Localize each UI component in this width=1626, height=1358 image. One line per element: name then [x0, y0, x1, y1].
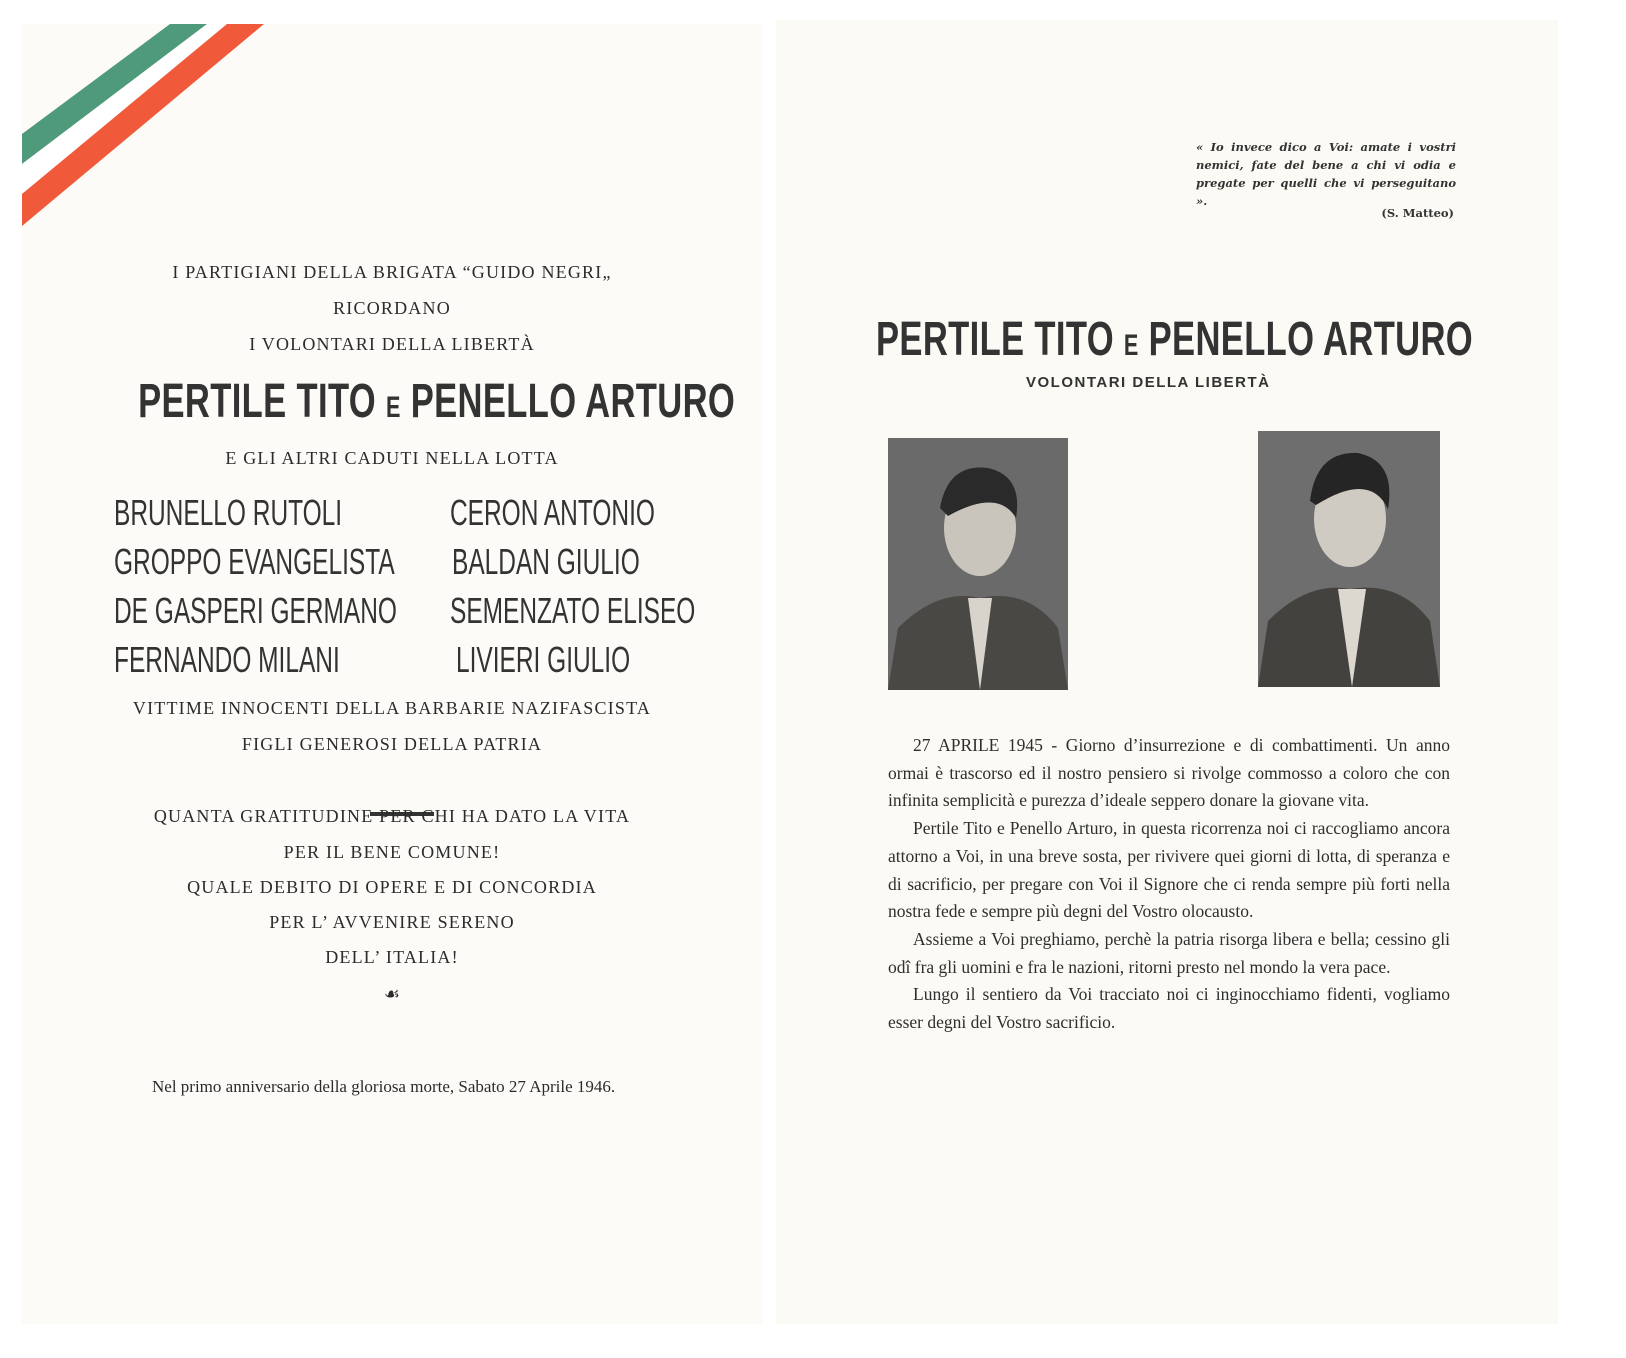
ornament-icon: ☙ — [383, 984, 401, 1004]
gratitude-line: PER L’ AVVENIRE SERENO — [269, 912, 515, 932]
italian-flag-ribbon — [22, 24, 272, 234]
right-title: PERTILE TITO E PENELLO ARTURO — [876, 313, 1474, 366]
intro-line: RICORDANO — [333, 298, 451, 318]
intro-line: I VOLONTARI DELLA LIBERTÀ — [249, 334, 535, 354]
fallen-name: DE GASPERI GERMANO — [114, 590, 397, 631]
intro-line: I PARTIGIANI DELLA BRIGATA “GUIDO NEGRI„ — [172, 262, 612, 282]
quote-source: (S. Matteo) — [1381, 206, 1454, 220]
gratitude-line: DELL’ ITALIA! — [325, 947, 459, 967]
paragraph: Pertile Tito e Penello Arturo, in questa ricorrenza noi ci raccogliamo ancora attorno a Voi, in una breve sosta, per rivivere quei giorni di lotta, di speranza e di sacrificio, per pregare con Voi il Signore che ci renda sempre più forti nella nostra fede e sempre più degni del Vostro olocausto. — [888, 818, 1450, 922]
paragraph: Assieme a Voi preghiamo, perchè la patria risorga libera e bella; cessino gli odî fra gli uomini e fra le nazioni, ritorni presto nel mondo la vera pace. — [888, 928, 1450, 977]
gratitude-line: QUALE DEBITO DI OPERE E DI CONCORDIA — [187, 877, 597, 897]
fallen-name: FERNANDO MILANI — [114, 639, 340, 680]
left-page — [22, 24, 762, 1324]
main-title: PERTILE TITO E PENELLO ARTURO — [138, 375, 736, 428]
dedication-line: VITTIME INNOCENTI DELLA BARBARIE NAZIFASCISTA — [132, 698, 652, 718]
dedication-line: FIGLI GENEROSI DELLA PATRIA — [241, 734, 543, 754]
fallen-name: CERON ANTONIO — [450, 492, 655, 533]
right-page — [776, 20, 1558, 1324]
anniversary-note: Nel primo anniversario della gloriosa morte, Sabato 27 Aprile 1946. — [152, 1077, 616, 1096]
gratitude-line: QUANTA GRATITUDINE PER CHI HA DATO LA VITA — [153, 806, 631, 826]
fallen-name: LIVIERI GIULIO — [456, 639, 631, 680]
commemoration-text — [888, 732, 1450, 1037]
fallen-name: BALDAN GIULIO — [452, 541, 640, 582]
fallen-name: BRUNELLO RUTOLI — [114, 492, 343, 533]
gratitude-line: PER IL BENE COMUNE! — [283, 842, 501, 862]
subtitle: E GLI ALTRI CADUTI NELLA LOTTA — [225, 448, 559, 468]
fallen-name: GROPPO EVANGELISTA — [114, 541, 395, 582]
paragraph: 27 APRILE 1945 - Giorno d’insurrezione e di combattimenti. Un anno ormai è trascorso ed il nostro pensiero si rivolge commosso a coloro che con infinita semplicità e purezza d’ideale seppero donare la giovane vita. — [888, 735, 1450, 811]
paragraph: Lungo il sentiero da Voi tracciato noi ci inginocchiamo fidenti, vogliamo esser degni del Vostro sacrificio. — [888, 984, 1450, 1033]
portrait-photo-pertile — [888, 438, 1068, 690]
gospel-quote: « Io invece dico a Voi: amate i vostri nemici, fate del bene a chi vi odia e pregate per quelli che vi perseguitano ». — [1196, 140, 1456, 208]
portrait-photo-penello — [1258, 431, 1440, 687]
right-subtitle: VOLONTARI DELLA LIBERTÀ — [1026, 374, 1271, 391]
fallen-name: SEMENZATO ELISEO — [450, 590, 696, 631]
